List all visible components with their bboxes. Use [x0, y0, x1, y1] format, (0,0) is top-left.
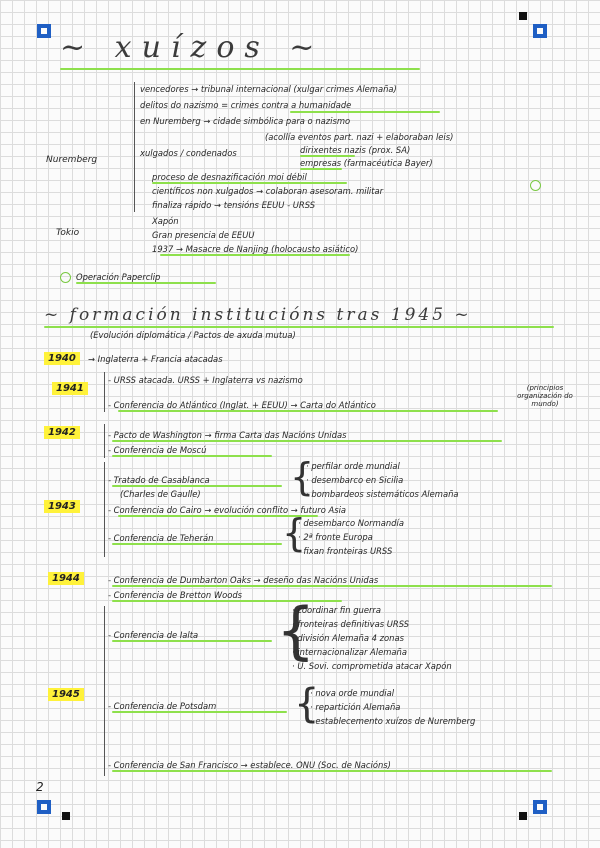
- bracket-1941: [104, 372, 105, 412]
- highlight-line: [118, 410, 498, 412]
- highlight-line: [300, 168, 342, 170]
- event-1944: - Conferencia de Dumbarton Oaks → deseño das Nacións Unidas: [108, 575, 379, 585]
- paperclip-note: Operación Paperclip: [76, 272, 161, 282]
- corner-mark-bottom-left: [37, 800, 51, 814]
- page-number: 2: [36, 780, 44, 794]
- ialta-item: · fronteiras definitivas URSS: [292, 619, 410, 629]
- highlight-line: [112, 485, 282, 487]
- highlight-line: [112, 455, 272, 457]
- event-1943: (Charles de Gaulle): [120, 489, 201, 499]
- highlight-line: [152, 182, 347, 184]
- highlight-line: [112, 640, 272, 642]
- nuremberg-line: xulgados / condenados: [140, 148, 237, 158]
- year-1945: 1945: [48, 688, 84, 701]
- nuremberg-line: vencedores → tribunal internacional (xulgar crimes Alemaña): [140, 84, 397, 94]
- year-1941: 1941: [52, 382, 88, 395]
- nuremberg-line: proceso de desnazificación moi débil: [152, 172, 307, 182]
- corner-mark-top-right: [533, 24, 547, 38]
- tokio-label: Tokio: [56, 228, 80, 238]
- brace: {: [294, 681, 320, 727]
- casablanca-item: · perfilar orde mundial: [306, 461, 400, 471]
- brace: {: [282, 511, 307, 555]
- nuremberg-line: finaliza rápido → tensións EEUU - URSS: [152, 200, 316, 210]
- event-1941: - Conferencia do Atlántico (Inglat. + EEUU) → Carta do Atlántico: [108, 400, 376, 410]
- event-1945: - Conferencia de Ialta: [108, 630, 199, 640]
- teheran-item: · 2ª fronte Europa: [298, 532, 373, 542]
- event-1942: - Conferencia de Moscú: [108, 445, 207, 455]
- teheran-item: · desembarco Normandía: [298, 518, 404, 528]
- marker-square-bottom-left: [62, 812, 70, 820]
- event-1943: - Tratado de Casablanca: [108, 475, 210, 485]
- highlight-line: [76, 282, 216, 284]
- nuremberg-label: Nuremberg: [46, 155, 98, 165]
- event-1944: - Conferencia de Bretton Woods: [108, 590, 243, 600]
- tokio-line: Xapón: [152, 216, 179, 226]
- nuremberg-line: dirixentes nazis (prox. SA): [300, 145, 411, 155]
- highlight-line: [112, 585, 552, 587]
- bracket-1943: [104, 462, 105, 557]
- marker-square-bottom-right: [519, 812, 527, 820]
- nuremberg-line: empresas (farmacéutica Bayer): [300, 158, 433, 168]
- potsdam-item: · establecemento xuízos de Nuremberg: [310, 716, 476, 726]
- section-subtitle: (Evolución diplomática / Pactos de axuda mutua): [90, 330, 296, 340]
- tokio-line: 1937 → Masacre de Nanjing (holocausto asiático): [152, 244, 359, 254]
- title-underline: [44, 326, 554, 328]
- teheran-item: · fixan fronteiras URSS: [298, 546, 393, 556]
- potsdam-item: · repartición Alemaña: [310, 702, 401, 712]
- ialta-item: · internacionalizar Alemaña: [292, 647, 408, 657]
- event-1943: - Conferencia do Cairo → evolución conflito → futuro Asia: [108, 505, 347, 515]
- side-note: (principios organización do mundo): [517, 384, 573, 408]
- bracket-1945: [104, 606, 105, 776]
- event-1941: - URSS atacada. URSS + Inglaterra vs nazismo: [108, 375, 303, 385]
- event-1940: → Inglaterra + Francia atacadas: [88, 354, 223, 364]
- event-1943: - Conferencia de Teherán: [108, 533, 214, 543]
- event-1945: - Conferencia de San Francisco → establece. ONU (Soc. de Nacións): [108, 760, 391, 770]
- tokio-line: Gran presencia de EEUU: [152, 230, 255, 240]
- highlight-line: [160, 254, 350, 256]
- year-1942: 1942: [44, 426, 80, 439]
- year-1943: 1943: [44, 500, 80, 513]
- highlight-line: [112, 440, 502, 442]
- corner-mark-top-left: [37, 24, 51, 38]
- brace: {: [290, 455, 315, 499]
- highlight-line: [290, 111, 440, 113]
- ialta-item: · U. Sovi. comprometida atacar Xapón: [292, 661, 452, 671]
- year-1940: 1940: [44, 352, 80, 365]
- corner-mark-bottom-right: [533, 800, 547, 814]
- circle-mark: [530, 180, 541, 191]
- highlight-line: [112, 770, 552, 772]
- potsdam-item: · nova orde mundial: [310, 688, 395, 698]
- year-1944: 1944: [48, 572, 84, 585]
- circle-mark: [60, 272, 71, 283]
- highlight-line: [112, 543, 282, 545]
- page-title: ~ xuízos ~: [60, 30, 325, 65]
- casablanca-item: · desembarco en Sicilia: [306, 475, 404, 485]
- nuremberg-line: científicos non xulgados → colaboran asesoram. militar: [152, 186, 384, 196]
- title-underline: [60, 68, 420, 70]
- nuremberg-line: en Nuremberg → cidade simbólica para o nazismo: [140, 116, 351, 126]
- highlight-line: [300, 155, 355, 157]
- ialta-item: · coordinar fin guerra: [292, 605, 381, 615]
- nuremberg-line: (acollía eventos part. nazi + elaboraban leis): [265, 132, 454, 142]
- marker-square-top: [519, 12, 527, 20]
- section-title: ~ formación institucións tras 1945 ~: [44, 305, 472, 325]
- event-1942: - Pacto de Washington → firma Carta das Nacións Unidas: [108, 430, 347, 440]
- brace: {: [276, 594, 316, 667]
- highlight-line: [112, 711, 287, 713]
- event-1945: - Conferencia de Potsdam: [108, 701, 217, 711]
- bracket-1942: [104, 424, 105, 458]
- nuremberg-bracket: [134, 82, 135, 212]
- ialta-item: · división Alemaña 4 zonas: [292, 633, 404, 643]
- nuremberg-line: delitos do nazismo = crimes contra a humanidade: [140, 100, 352, 110]
- casablanca-item: · bombardeos sistemáticos Alemaña: [306, 489, 459, 499]
